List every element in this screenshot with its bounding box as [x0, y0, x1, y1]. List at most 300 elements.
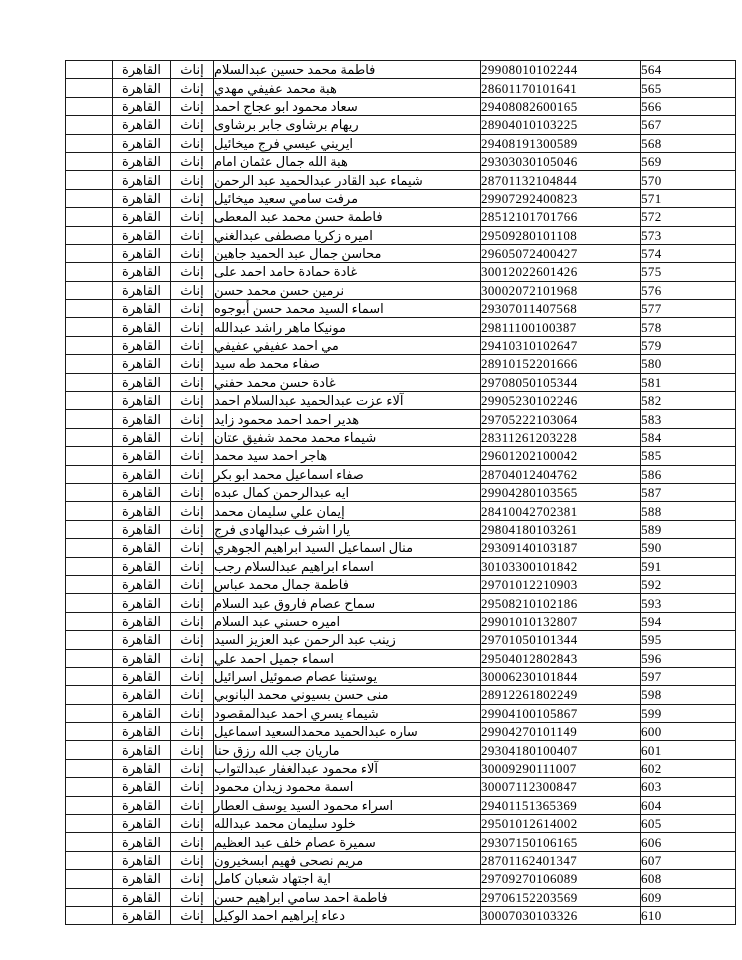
- name-cell: شيماء يسري احمد عبدالمقصود: [214, 704, 481, 722]
- city-cell: القاهرة: [113, 465, 171, 483]
- city-cell: القاهرة: [113, 226, 171, 244]
- table-row: [66, 171, 736, 189]
- empty-cell: [66, 686, 113, 704]
- empty-cell: [66, 631, 113, 649]
- table-row: [66, 97, 736, 115]
- id-cell: 29804180103261: [481, 520, 641, 538]
- city-cell: القاهرة: [113, 97, 171, 115]
- serial-cell: 566: [641, 97, 736, 115]
- name-cell: اميره زكريا مصطفى عبدالغني: [214, 226, 481, 244]
- gender-cell: إناث: [171, 906, 214, 924]
- empty-cell: [66, 263, 113, 281]
- city-cell: القاهرة: [113, 870, 171, 888]
- empty-cell: [66, 759, 113, 777]
- empty-cell: [66, 208, 113, 226]
- id-cell: 29904280103565: [481, 483, 641, 501]
- gender-cell: إناث: [171, 778, 214, 796]
- city-cell: القاهرة: [113, 134, 171, 152]
- empty-cell: [66, 888, 113, 906]
- table-row: [66, 520, 736, 538]
- city-cell: القاهرة: [113, 759, 171, 777]
- serial-cell: 581: [641, 373, 736, 391]
- id-cell: 28904010103225: [481, 116, 641, 134]
- serial-cell: 591: [641, 557, 736, 575]
- gender-cell: إناث: [171, 410, 214, 428]
- name-cell: اسماء السيد محمد حسن أبوجوه: [214, 300, 481, 318]
- empty-cell: [66, 502, 113, 520]
- city-cell: القاهرة: [113, 557, 171, 575]
- name-cell: محاسن جمال عبد الحميد جاهين: [214, 244, 481, 262]
- table-row: [66, 116, 736, 134]
- city-cell: القاهرة: [113, 741, 171, 759]
- name-cell: ماريان جب الله رزق حنا: [214, 741, 481, 759]
- gender-cell: إناث: [171, 759, 214, 777]
- id-cell: 28701162401347: [481, 851, 641, 869]
- table-row: [66, 723, 736, 741]
- city-cell: القاهرة: [113, 649, 171, 667]
- gender-cell: إناث: [171, 428, 214, 446]
- table-row: [66, 134, 736, 152]
- name-cell: مونيكا ماهر راشد عبدالله: [214, 318, 481, 336]
- name-cell: آلاء عزت عبدالحميد عبدالسلام احمد: [214, 392, 481, 410]
- serial-cell: 574: [641, 244, 736, 262]
- empty-cell: [66, 116, 113, 134]
- empty-cell: [66, 410, 113, 428]
- serial-cell: 580: [641, 355, 736, 373]
- serial-cell: 584: [641, 428, 736, 446]
- gender-cell: إناث: [171, 373, 214, 391]
- city-cell: القاهرة: [113, 906, 171, 924]
- serial-cell: 569: [641, 152, 736, 170]
- empty-cell: [66, 428, 113, 446]
- id-cell: 29907292400823: [481, 189, 641, 207]
- gender-cell: إناث: [171, 483, 214, 501]
- empty-cell: [66, 667, 113, 685]
- name-cell: آلاء محمود عبدالغفار عبدالتواب: [214, 759, 481, 777]
- serial-cell: 586: [641, 465, 736, 483]
- empty-cell: [66, 870, 113, 888]
- id-cell: 28311261203228: [481, 428, 641, 446]
- city-cell: القاهرة: [113, 208, 171, 226]
- table-row: [66, 244, 736, 262]
- name-cell: هدير احمد احمد محمود زايد: [214, 410, 481, 428]
- city-cell: القاهرة: [113, 778, 171, 796]
- city-cell: القاهرة: [113, 483, 171, 501]
- empty-cell: [66, 483, 113, 501]
- table-row: [66, 575, 736, 593]
- gender-cell: إناث: [171, 208, 214, 226]
- name-cell: ايريني عيسي فرج ميخائيل: [214, 134, 481, 152]
- empty-cell: [66, 300, 113, 318]
- city-cell: القاهرة: [113, 61, 171, 79]
- gender-cell: إناث: [171, 465, 214, 483]
- city-cell: القاهرة: [113, 79, 171, 97]
- gender-cell: إناث: [171, 631, 214, 649]
- table-row: [66, 447, 736, 465]
- id-cell: 29706152203569: [481, 888, 641, 906]
- id-cell: 28512101701766: [481, 208, 641, 226]
- id-cell: 29508210102186: [481, 594, 641, 612]
- name-cell: شيماء عبد القادر عبدالحميد عبد الرحمن: [214, 171, 481, 189]
- gender-cell: إناث: [171, 575, 214, 593]
- city-cell: القاهرة: [113, 815, 171, 833]
- id-cell: 29601202100042: [481, 447, 641, 465]
- city-cell: القاهرة: [113, 244, 171, 262]
- empty-cell: [66, 649, 113, 667]
- id-cell: 28704012404762: [481, 465, 641, 483]
- name-cell: خلود سليمان محمد عبدالله: [214, 815, 481, 833]
- gender-cell: إناث: [171, 649, 214, 667]
- serial-cell: 600: [641, 723, 736, 741]
- gender-cell: إناث: [171, 226, 214, 244]
- id-cell: 29605072400427: [481, 244, 641, 262]
- serial-cell: 577: [641, 300, 736, 318]
- empty-cell: [66, 539, 113, 557]
- id-cell: 29904270101149: [481, 723, 641, 741]
- table-row: [66, 263, 736, 281]
- empty-cell: [66, 355, 113, 373]
- name-cell: اسراء محمود السيد يوسف العطار: [214, 796, 481, 814]
- id-cell: 29904100105867: [481, 704, 641, 722]
- gender-cell: إناث: [171, 152, 214, 170]
- name-cell: شيماء محمد محمد شفيق عتان: [214, 428, 481, 446]
- city-cell: القاهرة: [113, 631, 171, 649]
- id-cell: 29811100100387: [481, 318, 641, 336]
- table-row: [66, 667, 736, 685]
- city-cell: القاهرة: [113, 704, 171, 722]
- city-cell: القاهرة: [113, 723, 171, 741]
- empty-cell: [66, 520, 113, 538]
- id-cell: 29410310102647: [481, 336, 641, 354]
- id-cell: 29309140103187: [481, 539, 641, 557]
- id-cell: 29708050105344: [481, 373, 641, 391]
- table-row: [66, 649, 736, 667]
- id-cell: 29307011407568: [481, 300, 641, 318]
- name-cell: سعاد محمود ابو عجاج احمد: [214, 97, 481, 115]
- gender-cell: إناث: [171, 520, 214, 538]
- gender-cell: إناث: [171, 612, 214, 630]
- table-row: [66, 833, 736, 851]
- id-cell: 28910152201666: [481, 355, 641, 373]
- table-row: [66, 61, 736, 79]
- table-row: [66, 741, 736, 759]
- name-cell: فاطمة احمد سامي ابراهيم حسن: [214, 888, 481, 906]
- empty-cell: [66, 226, 113, 244]
- empty-cell: [66, 778, 113, 796]
- empty-cell: [66, 833, 113, 851]
- records-table-body: [66, 61, 736, 925]
- gender-cell: إناث: [171, 594, 214, 612]
- empty-cell: [66, 815, 113, 833]
- table-row: [66, 465, 736, 483]
- city-cell: القاهرة: [113, 392, 171, 410]
- name-cell: نرمين حسن محمد حسن: [214, 281, 481, 299]
- gender-cell: إناث: [171, 704, 214, 722]
- city-cell: القاهرة: [113, 539, 171, 557]
- empty-cell: [66, 79, 113, 97]
- id-cell: 30103300101842: [481, 557, 641, 575]
- table-row: [66, 686, 736, 704]
- serial-cell: 587: [641, 483, 736, 501]
- empty-cell: [66, 189, 113, 207]
- city-cell: القاهرة: [113, 575, 171, 593]
- empty-cell: [66, 575, 113, 593]
- name-cell: صفاء محمد طه سيد: [214, 355, 481, 373]
- gender-cell: إناث: [171, 888, 214, 906]
- city-cell: القاهرة: [113, 686, 171, 704]
- gender-cell: إناث: [171, 171, 214, 189]
- gender-cell: إناث: [171, 796, 214, 814]
- table-row: [66, 300, 736, 318]
- empty-cell: [66, 851, 113, 869]
- gender-cell: إناث: [171, 97, 214, 115]
- serial-cell: 578: [641, 318, 736, 336]
- serial-cell: 585: [641, 447, 736, 465]
- serial-cell: 576: [641, 281, 736, 299]
- table-row: [66, 557, 736, 575]
- serial-cell: 571: [641, 189, 736, 207]
- name-cell: مرفت سامي سعيد ميخائيل: [214, 189, 481, 207]
- serial-cell: 592: [641, 575, 736, 593]
- serial-cell: 589: [641, 520, 736, 538]
- serial-cell: 570: [641, 171, 736, 189]
- id-cell: 28601170101641: [481, 79, 641, 97]
- serial-cell: 590: [641, 539, 736, 557]
- name-cell: غادة حسن محمد حفني: [214, 373, 481, 391]
- gender-cell: إناث: [171, 355, 214, 373]
- serial-cell: 593: [641, 594, 736, 612]
- id-cell: 29701012210903: [481, 575, 641, 593]
- serial-cell: 610: [641, 906, 736, 924]
- gender-cell: إناث: [171, 557, 214, 575]
- name-cell: هبة الله جمال عثمان امام: [214, 152, 481, 170]
- city-cell: القاهرة: [113, 152, 171, 170]
- id-cell: 29307150106165: [481, 833, 641, 851]
- name-cell: منال اسماعيل السيد ابراهيم الجوهري: [214, 539, 481, 557]
- name-cell: ايه عبدالرحمن كمال عبده: [214, 483, 481, 501]
- gender-cell: إناث: [171, 336, 214, 354]
- empty-cell: [66, 318, 113, 336]
- city-cell: القاهرة: [113, 355, 171, 373]
- table-row: [66, 281, 736, 299]
- table-row: [66, 796, 736, 814]
- table-row: [66, 502, 736, 520]
- city-cell: القاهرة: [113, 281, 171, 299]
- empty-cell: [66, 594, 113, 612]
- city-cell: القاهرة: [113, 189, 171, 207]
- serial-cell: 594: [641, 612, 736, 630]
- id-cell: 29504012802843: [481, 649, 641, 667]
- table-row: [66, 226, 736, 244]
- serial-cell: 609: [641, 888, 736, 906]
- serial-cell: 565: [641, 79, 736, 97]
- id-cell: 29501012614002: [481, 815, 641, 833]
- city-cell: القاهرة: [113, 171, 171, 189]
- name-cell: فاطمة جمال محمد عباس: [214, 575, 481, 593]
- city-cell: القاهرة: [113, 502, 171, 520]
- empty-cell: [66, 152, 113, 170]
- id-cell: 29901010132807: [481, 612, 641, 630]
- gender-cell: إناث: [171, 447, 214, 465]
- name-cell: اسماء جميل احمد علي: [214, 649, 481, 667]
- id-cell: 29509280101108: [481, 226, 641, 244]
- gender-cell: إناث: [171, 502, 214, 520]
- id-cell: 29408082600165: [481, 97, 641, 115]
- gender-cell: إناث: [171, 815, 214, 833]
- serial-cell: 564: [641, 61, 736, 79]
- table-row: [66, 208, 736, 226]
- id-cell: 29908010102244: [481, 61, 641, 79]
- id-cell: 30009290111007: [481, 759, 641, 777]
- name-cell: ريهام برشاوى جابر برشاوى: [214, 116, 481, 134]
- id-cell: 29709270106089: [481, 870, 641, 888]
- table-row: [66, 778, 736, 796]
- name-cell: يارا اشرف عبدالهادى فرج: [214, 520, 481, 538]
- serial-cell: 602: [641, 759, 736, 777]
- empty-cell: [66, 244, 113, 262]
- table-row: [66, 483, 736, 501]
- name-cell: إيمان علي سليمان محمد: [214, 502, 481, 520]
- table-row: [66, 373, 736, 391]
- gender-cell: إناث: [171, 686, 214, 704]
- name-cell: اية اجتهاد شعبان كامل: [214, 870, 481, 888]
- empty-cell: [66, 281, 113, 299]
- table-row: [66, 539, 736, 557]
- empty-cell: [66, 741, 113, 759]
- gender-cell: إناث: [171, 61, 214, 79]
- city-cell: القاهرة: [113, 888, 171, 906]
- name-cell: يوستينا عصام صموئيل اسرائيل: [214, 667, 481, 685]
- id-cell: 30012022601426: [481, 263, 641, 281]
- serial-cell: 605: [641, 815, 736, 833]
- table-row: [66, 870, 736, 888]
- city-cell: القاهرة: [113, 796, 171, 814]
- name-cell: اميره حسني عبد السلام: [214, 612, 481, 630]
- table-row: [66, 851, 736, 869]
- gender-cell: إناث: [171, 741, 214, 759]
- city-cell: القاهرة: [113, 833, 171, 851]
- serial-cell: 601: [641, 741, 736, 759]
- gender-cell: إناث: [171, 189, 214, 207]
- name-cell: ساره عبدالحميد محمدالسعيد اسماعيل: [214, 723, 481, 741]
- serial-cell: 595: [641, 631, 736, 649]
- city-cell: القاهرة: [113, 520, 171, 538]
- serial-cell: 588: [641, 502, 736, 520]
- gender-cell: إناث: [171, 116, 214, 134]
- id-cell: 29701050101344: [481, 631, 641, 649]
- serial-cell: 598: [641, 686, 736, 704]
- empty-cell: [66, 557, 113, 575]
- empty-cell: [66, 61, 113, 79]
- table-row: [66, 594, 736, 612]
- serial-cell: 582: [641, 392, 736, 410]
- table-row: [66, 79, 736, 97]
- city-cell: القاهرة: [113, 594, 171, 612]
- city-cell: القاهرة: [113, 851, 171, 869]
- table-row: [66, 392, 736, 410]
- gender-cell: إناث: [171, 667, 214, 685]
- name-cell: هبة محمد عفيفي مهدي: [214, 79, 481, 97]
- city-cell: القاهرة: [113, 410, 171, 428]
- table-row: [66, 189, 736, 207]
- gender-cell: إناث: [171, 134, 214, 152]
- gender-cell: إناث: [171, 263, 214, 281]
- gender-cell: إناث: [171, 281, 214, 299]
- serial-cell: 573: [641, 226, 736, 244]
- empty-cell: [66, 171, 113, 189]
- serial-cell: 575: [641, 263, 736, 281]
- name-cell: غادة حمادة حامد احمد على: [214, 263, 481, 281]
- table-row: [66, 318, 736, 336]
- serial-cell: 599: [641, 704, 736, 722]
- empty-cell: [66, 796, 113, 814]
- table-row: [66, 704, 736, 722]
- id-cell: 28410042702381: [481, 502, 641, 520]
- id-cell: 30007030103326: [481, 906, 641, 924]
- name-cell: مريم نصحى فهيم ابسخيرون: [214, 851, 481, 869]
- gender-cell: إناث: [171, 539, 214, 557]
- serial-cell: 604: [641, 796, 736, 814]
- name-cell: مي احمد عفيفي عفيفي: [214, 336, 481, 354]
- id-cell: 29401151365369: [481, 796, 641, 814]
- empty-cell: [66, 336, 113, 354]
- name-cell: اسماء ابراهيم عبدالسلام رجب: [214, 557, 481, 575]
- gender-cell: إناث: [171, 244, 214, 262]
- id-cell: 29304180100407: [481, 741, 641, 759]
- gender-cell: إناث: [171, 833, 214, 851]
- id-cell: 30006230101844: [481, 667, 641, 685]
- city-cell: القاهرة: [113, 318, 171, 336]
- city-cell: القاهرة: [113, 300, 171, 318]
- city-cell: القاهرة: [113, 447, 171, 465]
- empty-cell: [66, 465, 113, 483]
- table-row: [66, 631, 736, 649]
- table-row: [66, 815, 736, 833]
- empty-cell: [66, 97, 113, 115]
- serial-cell: 606: [641, 833, 736, 851]
- name-cell: فاطمة محمد حسين عبدالسلام: [214, 61, 481, 79]
- id-cell: 30002072101968: [481, 281, 641, 299]
- serial-cell: 596: [641, 649, 736, 667]
- id-cell: 29705222103064: [481, 410, 641, 428]
- id-cell: 30007112300847: [481, 778, 641, 796]
- gender-cell: إناث: [171, 851, 214, 869]
- serial-cell: 583: [641, 410, 736, 428]
- table-row: [66, 612, 736, 630]
- table-row: [66, 410, 736, 428]
- empty-cell: [66, 447, 113, 465]
- id-cell: 29303030105046: [481, 152, 641, 170]
- serial-cell: 603: [641, 778, 736, 796]
- table-row: [66, 759, 736, 777]
- name-cell: منى حسن بسيوني محمد البانوبي: [214, 686, 481, 704]
- name-cell: فاطمة حسن محمد عبد المعطى: [214, 208, 481, 226]
- name-cell: صفاء اسماعيل محمد ابو بكر: [214, 465, 481, 483]
- city-cell: القاهرة: [113, 263, 171, 281]
- name-cell: زينب عبد الرحمن عبد العزيز السيد: [214, 631, 481, 649]
- empty-cell: [66, 723, 113, 741]
- serial-cell: 597: [641, 667, 736, 685]
- city-cell: القاهرة: [113, 667, 171, 685]
- serial-cell: 607: [641, 851, 736, 869]
- empty-cell: [66, 392, 113, 410]
- serial-cell: 568: [641, 134, 736, 152]
- id-cell: 28912261802249: [481, 686, 641, 704]
- empty-cell: [66, 134, 113, 152]
- gender-cell: إناث: [171, 79, 214, 97]
- serial-cell: 572: [641, 208, 736, 226]
- name-cell: سماح عصام فاروق عبد السلام: [214, 594, 481, 612]
